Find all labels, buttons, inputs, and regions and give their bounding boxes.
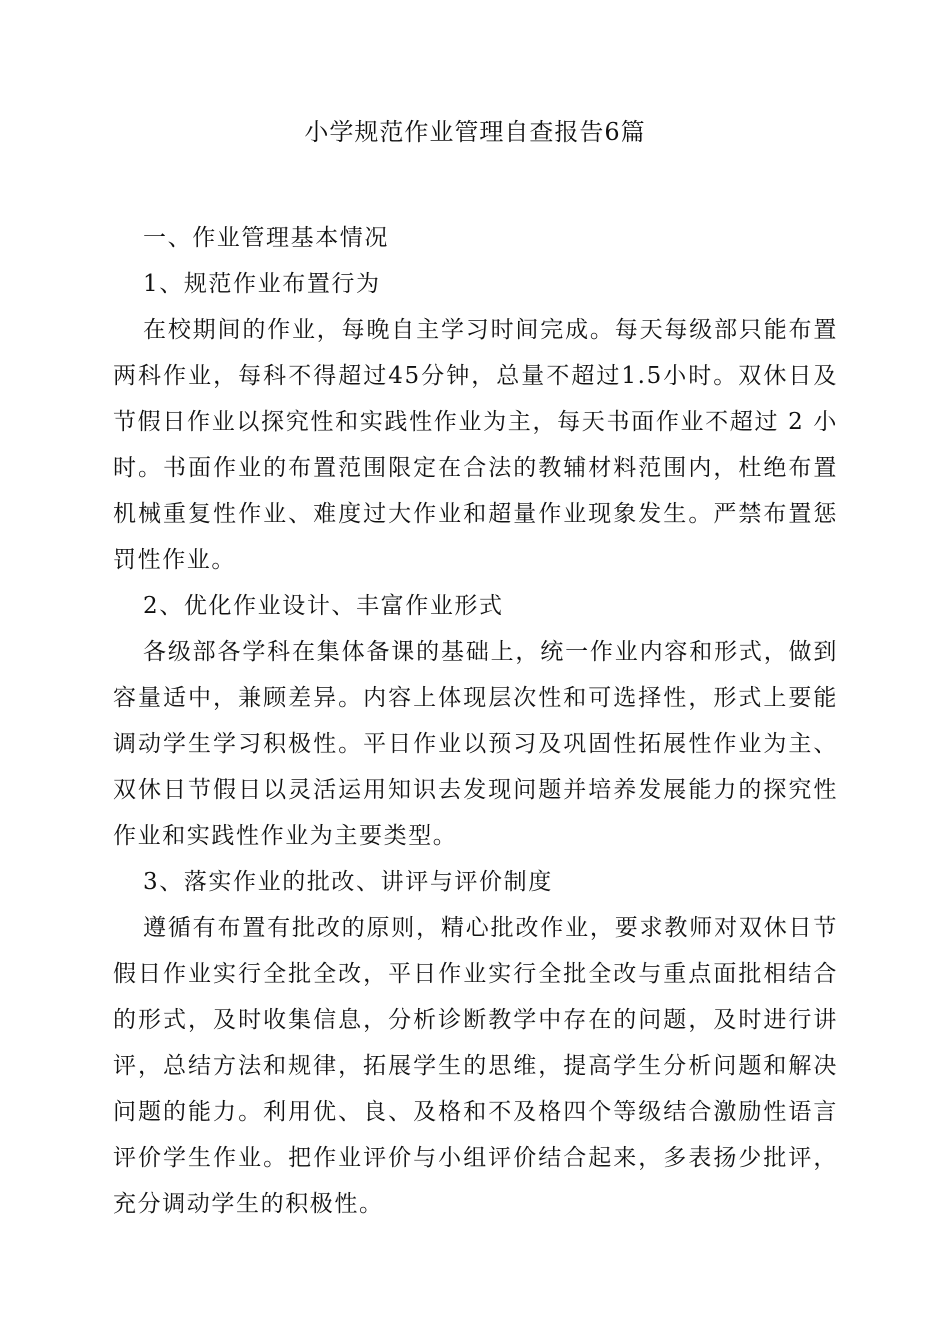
subsection-heading: 1、规范作业布置行为 (143, 271, 381, 297)
subsection-heading: 2、优化作业设计、丰富作业形式 (143, 593, 504, 619)
body-paragraph: 遵循有布置有批改的原则，精心批改作业，要求教师对双休日节假日作业实行全批全改，平日作业实行全批全改与重点面批相结合的形式，及时收集信息，分析诊断教学中存在的问题，及时进行讲评，总结方法和规律，拓展学生的思维，提高学生分析问题和解决问题的能力。利用优、良、及格和不及格四个等级结合激励性语言评价学生作业。把作业评价与小组评价结合起来，多表扬少批评，充分调动学生的积极性。 (113, 915, 838, 1217)
section-heading: 一、作业管理基本情况 (143, 225, 389, 251)
subsection-heading: 3、落实作业的批改、讲评与评价制度 (143, 869, 553, 895)
body-paragraph: 各级部各学科在集体备课的基础上，统一作业内容和形式，做到容量适中，兼顾差异。内容上体现层次性和可选择性，形式上要能调动学生学习积极性。平日作业以预习及巩固性拓展性作业为主、双休日节假日以灵活运用知识去发现问题并培养发展能力的探究性作业和实践性作业为主要类型。 (113, 639, 838, 849)
document-body (113, 215, 838, 1227)
document-title: 小学规范作业管理自查报告6篇 (304, 118, 646, 146)
body-paragraph: 在校期间的作业，每晚自主学习时间完成。每天每级部只能布置两科作业，每科不得超过45分钟，总量不超过1.5小时。双休日及节假日作业以探究性和实践性作业为主，每天书面作业不超过 2 小时。书面作业的布置范围限定在合法的教辅材料范围内，杜绝布置机械重复性作业、难度过大作业和超量作业现象发生。严禁布置惩罚性作业。 (113, 317, 838, 573)
